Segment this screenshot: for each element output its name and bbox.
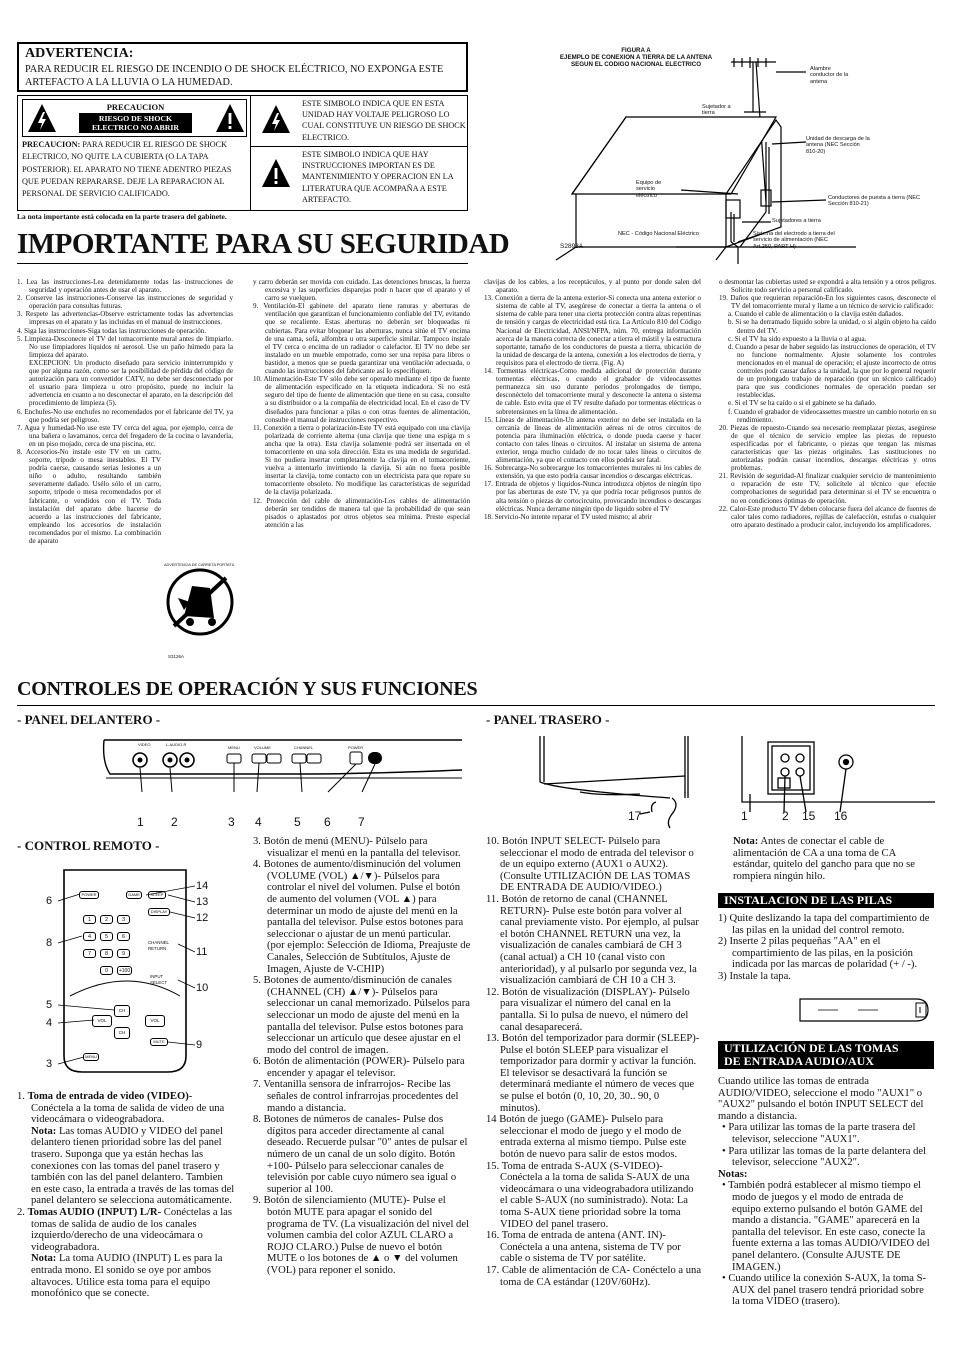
cart-warning-label: ADVERTENCIA DE CARRETA PORTATIL [164, 563, 235, 567]
control-item: 11. Botón de retorno de canal (CHANNEL RETURN)- Pulse este botón para volver al canal previamente visto. Por ejemplo, al pulsar el botón CHANNEL RETURN una vez, la visualización de canales cambiará de CH 3 (canal actual) a CH 10 (canal visto con anterioridad), y al pulsarlo por segunda vez, la visualización cambiará de CH 10 a CH 3. [486, 893, 699, 987]
caution-shock-label: RIESGO DE SHOCK ELECTRICO NO ABRIR [79, 113, 192, 133]
remote-digit-9-button[interactable]: 9 [117, 949, 130, 958]
caution-mid-divider [251, 146, 467, 147]
remote-num-4: 4 [46, 1017, 53, 1029]
control-item: 17. Cable de alimentación de CA- Conéctelo a una toma de CA estándar (120V/60Hz). [486, 1264, 702, 1288]
item-1-head: Toma de entrada de video (VIDEO) [27, 1091, 189, 1102]
remote-num-9: 9 [196, 1039, 203, 1051]
rear-num-1: 1 [741, 809, 748, 823]
rear-num-15: 15 [802, 809, 816, 823]
safety-item: EXCEPCION: Un producto diseñado para servicio ininterrumpido y que por alguna razón, como ser la posibilidad de pérdida del código de autorización para un convertidor CATV, no debe ser desconectado por el usuario para limpieza u otro propósito, puede no incluir la advertencia en cuanto a no desconectar el aparato, en la descripción del procedimiento de limpieza (5). [29, 358, 233, 408]
aux-title-2: DE ENTRADA AUDIO/AUX [724, 1054, 875, 1068]
item-2: 2. Tomas AUDIO (INPUT) L/R- Conéctelas a las tomas de salida de audio de los canales izquierdo/derecho de una videocámara o videograbadora. [17, 1206, 233, 1253]
front-menu-label: MENU [228, 745, 240, 750]
remote-num-13: 13 [196, 896, 209, 908]
caution-header [22, 99, 247, 137]
control-item: 1) Quite deslizando la tapa del compartimiento de las pilas en la unidad del control remoto. [718, 913, 930, 936]
control-item: 12. Botón de visualización (DISPLAY)- Púlselo para visualizar el número del canal en la pantalla. Si lo pulsa de nuevo, el número del canal desaparecerá. [486, 986, 690, 1033]
safety-item: 6. Enchufes-No use enchufes no recomendados por el fabricante del TV, ya que podría ser peligroso. [17, 407, 233, 424]
remote-digit-5-button[interactable]: 5 [100, 932, 113, 941]
safety-item: 21. Revisión de seguridad-Al finalizar cualquier servicio de mantenimiento o reparación de este TV, solicítele al técnico que efectúe comprobaciones de seguridad para determinar si el TV se encuentra o no en condiciones óptimas de operación. [719, 472, 936, 505]
safety-item: 9. Ventilación-El gabinete del aparato tiene ranuras y aberturas de ventilación que garantizan el funcionamiento confiable del TV, evitando que se recaliente. Estas aberturas no deberán ser bloqueadas ni cubiertas. Para evitar bloquear las aberturas, nunca sitúe el TV encima de una cama, sofá, alfombra u otra superficie similar. Tampoco instale el TV cerca o encima de un radiador o calefactor. El TV no debe ser instalado en un mueble empotrado, como ser una repisa para libros o bastidor, a menos que se pueda garantizar una ventilación adecuada, o cuando las instrucciones del fabricante así lo especifiquen. [253, 302, 470, 376]
remote-plus100-button[interactable]: +100 [118, 968, 131, 974]
controls-column-3 [486, 836, 702, 1288]
bullet-text: Para utilizar las tomas de la parte delantera del televisor, seleccione "AUX2". [728, 1145, 927, 1169]
aux-notes [718, 1180, 934, 1308]
safety-item: 3. Respete las advertencias-Observe estrictamente todas las advertencias impresas en el aparato y las incluidas en el manual de instrucciones. [17, 310, 233, 327]
front-num-2: 2 [171, 815, 178, 829]
bullet-icon: • [722, 1180, 729, 1192]
label-sistema: Sistema del electrodo a tierra del servicio de alimentación (NEC Art.250, PART H) [753, 231, 835, 250]
item-1: 1. Toma de entrada de video (VIDEO)- Conéctela a la toma de salida de video de una videocámara o videograbadora. [17, 1091, 225, 1126]
item-2-note-text: La toma AUDIO (INPUT) L es para la entrada mono. El sonido se oye por ambos altavoces. Utilice esta toma para el equipo monofónico que se conecte. [31, 1253, 223, 1300]
control-item: 8. Botones de números de canales- Pulse dos dígitos para acceder directamente al canal deseado. Recuerde pulsar "0" antes de pulsar el número de un canal de un solo dígito. Botón +100- Púlselo para seleccionar canales de televisión por cable cuyo número sea igual o superior al 100. [253, 1114, 468, 1195]
rear-jack-label: ━━ [778, 744, 783, 748]
bullet-item [718, 1122, 934, 1145]
remote-num-5: 5 [46, 999, 53, 1011]
caution-title: PRECAUCION [106, 102, 165, 112]
item-1-note-head: Nota: [31, 1125, 57, 1137]
remote-channel-return-label[interactable]: CHANNEL RETURN [148, 940, 169, 952]
control-item: 15. Toma de entrada S-AUX (S-VIDEO)- Conéctela a la toma de salida S-AUX de una videocámara o una videograbadora utilizando el cable S-AUX (no suministrado). Nota: La toma S-AUX tiene prioridad sobre la toma VIDEO del panel trasero. [486, 1160, 694, 1230]
battery-steps [718, 913, 934, 983]
controls-column-2 [253, 836, 471, 1277]
remote-power-button[interactable]: POWER [79, 891, 99, 899]
label-unidad: Unidad de descarga de la antena (NEC Sección 810-20) [806, 136, 870, 155]
rear-num-16: 16 [834, 809, 848, 823]
lightning-warning-icon [27, 103, 57, 133]
rear-panel-label: - PANEL TRASERO - [486, 712, 610, 727]
label-equipo: Equipo de servicio eléctrico [636, 180, 662, 199]
front-num-4: 4 [255, 815, 262, 829]
bullet-icon: • [722, 1122, 729, 1134]
remote-digit-1-button[interactable]: 1 [83, 915, 96, 924]
safety-item: 16. Sobrecarga-No sobrecargue los tomacorrientes murales ni los cables de extensión, ya que esto podría causar incendios o descargas eléctricas. [484, 464, 701, 481]
label-nec: NEC - Código Nacional Eléctrico [618, 231, 699, 237]
control-item: 3) Instale la tapa. [718, 970, 791, 982]
safety-item: 17. Entrada de objetos y líquidos-Nunca introduzca objetos de ningún tipo por las aberturas de este TV, ya que podría tocar peligrosos puntos de alta tensión o piezas de cortocircuito, provocando incendios o descargas eléctricas. Nunca derrame ningún tipo de líquido sobre el TV [484, 480, 701, 513]
aux-bullets [718, 1122, 934, 1168]
safety-item: f. Cuando el grabador de videocassettes muestre un cambio notorio en su rendimiento. [728, 407, 936, 424]
safety-item: 5. Limpieza-Desconecte el TV del tomacorriente mural antes de limpiarlo. No use limpiadores líquidos ni aerosol. Use un paño húmedo para la limpieza del aparato. [17, 334, 233, 359]
cart-warning [164, 562, 236, 660]
remote-input-select-label[interactable]: INPUT SELECT [150, 974, 168, 986]
aux-notes-head: Notas: [718, 1168, 748, 1180]
front-num-6: 6 [324, 815, 331, 829]
safety-item: 22. Calor-Este producto TV deben colocarse fuera del alcance de fuentes de calor tales como radiadores, rejillas de calefacción, estufas o cualquier otro aparato destinado a producir calor, incluyendo los amplificadores. [719, 504, 936, 529]
remote-digit-6-button[interactable]: 6 [117, 932, 130, 941]
remote-digit-8-button[interactable]: 8 [100, 949, 113, 958]
remote-ch-up-button[interactable]: CH [114, 1005, 130, 1017]
front-channel-label: CHANNEL [294, 745, 314, 750]
item-1-note [31, 1126, 235, 1207]
bullet-item [718, 1180, 934, 1273]
symbol2-text: ESTE SIMBOLO INDICA QUE HAY INSTRUCCIONES IMPORTAN ES DE MANTENIMIENTO Y OPERACION EN LA LITERATURA QUE ACOMPAÑA A ESTE ARTEFACTO. [302, 150, 454, 204]
aux-intro: Cuando utilice las tomas de entrada AUDIO/VIDEO, seleccione el modo "AUX1" o "AUX2" pulsando el botón INPUT SELECT del mando a distancia. [718, 1076, 924, 1122]
remote-num-6: 6 [46, 895, 53, 907]
control-item: 7. Ventanilla sensora de infrarrojos- Recibe las señales de control infrarrojas procedentes del mando a distancia. [253, 1079, 459, 1114]
front-num-7: 7 [358, 815, 365, 829]
bullet-item [718, 1146, 934, 1169]
front-num-3: 3 [228, 815, 235, 829]
rear-note-head: Nota: [733, 836, 759, 847]
front-laudio-label: L-AUDIO-R [166, 742, 187, 747]
rear-panel-left [520, 732, 692, 832]
warning-title: ADVERTENCIA: [25, 46, 134, 61]
rear-note [733, 836, 933, 882]
safety-item: 8. Accesorios-No instale este TV en un carro, soporte, trípode o mesa inestables. El TV podría caerse, causando serias lesiones a un niño o adulto, resultando también severamente dañado. Usélo sólo el un carro, soporte, trípode o mesa recomendados por el fabricante, o vendidos con el TV. Toda instalación del aparato debe hacerse de acuerdo a las instrucciones del fabricante, empleando los accesorios de instalación recomendados por el mismo. La combinación de aparato [17, 447, 161, 545]
safety-item: 12. Protección del cable de alimentación-Los cables de alimentación deberán ser tendidos de manera tal que la probabilidad de que sean pisados o aplastados por otros objetos sea mínima. Preste especial atención a las [253, 496, 470, 529]
aux-section [718, 1076, 934, 1308]
remote-vol-down-button[interactable]: VOL [92, 1015, 112, 1027]
remote-leader-lines [56, 880, 198, 1070]
control-item: 16. Toma de entrada de antena (ANT. IN)- Conéctela a una antena, sistema de TV por cable o sistema de TV por satélite. [486, 1230, 681, 1265]
safety-item: clavijas de los cables, a los receptáculos, y al punto por donde salen del aparato. [484, 278, 701, 295]
safety-item: d. Cuando a pesar de haber seguido las instrucciones de operación, el TV no funcione normalmente. Ajuste solamente los controles mencionados en el manual de operación; el ajuste incorrecto de otros controles podr causar daños a la unidad, la que por lo general requerir de un prolongado trabajo de reparación (por un técnico calificado) para que sus condiciones normales de operación puedan ser restablecidas. [728, 342, 936, 400]
label-conductores: Conductores de puesta a tierra (NEC Sección 810-21) [828, 195, 921, 208]
safety-column-1 [17, 278, 233, 545]
item-1-text: - Conéctela a la toma de salida de video de una videocámara o videograbadora. [31, 1091, 225, 1126]
safety-item: b. Si se ha derramado líquido sobre la unidad, o si algún objeto ha caído dentro del TV. [728, 318, 936, 335]
front-panel-outline [102, 732, 472, 812]
control-item: 3. Botón de menú (MENU)- Púlselo para visualizar el menú en la pantalla del televisor. [253, 836, 461, 859]
control-item: 4. Botones de aumento/disminución del volumen (VOLUME (VOL) ▲/▼)- Púlselos para controlar el nivel del volumen. Pulse el botón de aumento del volumen (VOL ▲) para determinar un modo de ajuste del menú en la pantalla del televisor. Pulse estos botones para seleccionar o ajustar de un menú particular. (por ejemplo: Selección de Idioma, Preajuste de Canales, Selección de Subtítulos, Ajuste de Imagen, Ajuste de V-CHIP) [253, 859, 471, 975]
remote-num-14: 14 [196, 880, 209, 892]
remote-digit-7-button[interactable]: 7 [83, 949, 96, 958]
caution-note: La nota importante está colocada en la parte trasera del gabinete. [17, 212, 227, 221]
safety-column-4 [719, 278, 936, 529]
remote-menu-button[interactable]: MENU [83, 1053, 99, 1061]
control-item: 5. Botones de aumento/disminución de canales (CHANNEL (CH) ▲/▼)- Púlselos para seleccionar un canal memorizado. Púlselos para seleccionar un modo de ajuste del menú en la pantalla del televisor. Pulse estos botones para seleccionar un artículo que desee ajustar en el modo del control de imagen. [253, 975, 470, 1056]
lightning-symbol-icon [261, 104, 291, 134]
bullet-icon: • [722, 1145, 729, 1157]
warning-box [17, 42, 468, 92]
remote-vol-up-button[interactable]: VOL [145, 1015, 165, 1027]
cart-warning-icon [166, 568, 234, 636]
front-video-label: VIDEO [138, 742, 151, 747]
label-alambre: Alambre conductor de la antena [810, 66, 849, 85]
figure-a-label: FIGURA A [621, 47, 651, 54]
remote-num-10: 10 [196, 982, 209, 994]
caution-text [22, 139, 248, 200]
label-sujetador: Sujetador a tierra [702, 104, 731, 117]
safety-title-rule [17, 263, 468, 264]
exclamation-warning-icon [215, 103, 245, 133]
safety-item: a. Cuando el cable de alimentación o la clavija estén dañados. [728, 310, 904, 319]
caution-lead: PRECAUCION: [22, 140, 81, 149]
remote-digit-3-button[interactable]: 3 [117, 915, 130, 924]
rear-num-17: 17 [628, 809, 642, 823]
figure-code: S2898A [560, 243, 584, 250]
remote-num-8: 8 [46, 937, 53, 949]
front-num-1: 1 [137, 815, 144, 829]
exclamation-symbol-icon [261, 158, 291, 188]
caution-body: PARA REDUCIR EL RIESGO DE SHOCK ELECTRICO, NO QUITE LA CUBIERTA (O LA TAPA POSTERIOR). EL APARATO NO TIENE ADENTRO PIEZAS QUE PUEDAN REPARARSE. DEJE LA REPARACION AL PERSONAL DE SERVICIO CALIFICADO. [22, 140, 232, 199]
safety-item: y carro deberán ser movida con cuidado. Las detenciones bruscas, la fuerza excesiva y las superficies disparejas podr n hacer que el aparato y el carro se vuelquen. [253, 278, 470, 303]
safety-item: o desmontar las cubiertas usted se expondrá a alta tensión y a otros peligros. Solicite todo servicio a personal calificado. [719, 278, 936, 295]
bullet-item [718, 1273, 934, 1308]
figure-a-subtitle2: SEGUN EL CODIGO NACIONAL ELECTRICO [570, 61, 702, 68]
bullet-icon: • [722, 1273, 729, 1285]
front-panel [102, 732, 472, 812]
safety-item: 18. Servicio-No intente reparar el TV usted mismo; al abrir [484, 512, 652, 521]
aux-title-1: UTILIZACIÓN DE LAS TOMAS [724, 1041, 899, 1055]
safety-title: IMPORTANTE PARA SU SEGURIDAD [17, 228, 510, 260]
safety-item: 13. Conexión a tierra de la antena exterior-Si conecta una antena exterior o sistema de cable al TV, asegúrese de conectar a tierra la antena o el sistema de cable para tener una cierta protección contra alzas repentinas de tensión y cargas de electricidad está tica. La Artículo 810 del Código Nacional de Electricidad, ANSI/NFPA, núm. 70, entrega información acerca de la manera correcta de conectar a tierra el mástil y la estructura soportante, tamaño de los conductores de puesta a tierra, ubicación de la unidad de descarga de la antena, conexión a los electrodos de tierra, y requisitos para el electrodo de tierra. (Fig. A) [484, 294, 701, 367]
control-item: 13. Botón del temporizador para dormir (SLEEP)- Pulse el botón SLEEP para visualizar el temporizador para dormir y activar la función. El televisor se desactivará la función se determinará mediante el número de veces que se pulse el botón (0, 10, 20, 30.. 90, 0 minutos). [486, 1033, 700, 1114]
figure-a [476, 42, 938, 264]
remote-sleep-button[interactable]: SLEEP [148, 891, 166, 899]
safety-item: 14. Tormentas eléctricas-Como medida adicional de protección durante tormentas eléctricas, o cuando el grabador de videocassettes permanezca sin uso durante períodos prolongados de tiempo, desconéctelo del tomacorriente mural y desconecte la antena o sistema de cable. Esto evita que el TV resulte dañado por tormentas eléctricas o sobretensiones en la línea de alimentación. [484, 367, 701, 416]
aux-title [718, 1041, 934, 1069]
caution-box [17, 95, 468, 211]
controls-column-1 [17, 1091, 235, 1300]
bullet-text: También podrá establecer al mismo tiempo el modo de juegos y el modo de entrada de equipo externo pulsando el botón GAME del mando a distancia. "GAME" aparecerá en la pantalla del televisor. En este caso, conecte la fuente externa a las tomas AUDIO/VIDEO del panel delantero. (Consulte AJUSTE DE IMAGEN.) [728, 1180, 930, 1273]
control-item: 2) Inserte 2 pilas pequeñas "AA" en el compartimiento de las pilas, en la posición indicada por las marcas de polaridad (+ / -). [718, 936, 918, 971]
remote-num-12: 12 [196, 912, 209, 924]
controls-title-rule [17, 705, 935, 706]
remote-num-11: 11 [196, 946, 208, 958]
control-item: 14 Botón de juego (GAME)- Pulselo para seleccionar el modo de juego y el modo de entrada externa al mismo tiempo. Pulse este botón de nuevo para salir de estos modos. [486, 1114, 687, 1161]
control-item: 9. Botón de silenciamiento (MUTE)- Pulse el botón MUTE para apagar el sonido del programa de TV. (La visualización del nivel del volumen cambia del color AZUL CLARO a ROJO CLARO.) Pulse de nuevo el botón MUTE o los botones de ▲ o ▼ del volumen (VOL) para reponer el sonido. [253, 1195, 469, 1276]
remote-digit-4-button[interactable]: 4 [83, 932, 96, 941]
remote-display-button[interactable]: DISPLAY [148, 908, 170, 916]
safety-item: 1. Lea las instrucciones-Lea detenidamente todas las instrucciones de seguridad y operación antes de usar el aparato. [17, 278, 233, 295]
bullet-text: Cuando utilice la conexión S-AUX, la toma S-AUX del panel trasero tendrá prioridad sobre la toma VIDEO (trasero). [728, 1273, 927, 1308]
safety-item: 4. Siga las instrucciones-Siga todas las instrucciones de operación. [17, 326, 207, 335]
remote-ch-down-button[interactable]: CH [114, 1027, 130, 1039]
item-2-text: Conéctelas a las tomas de salida de audio de los canales izquierdo/derecho de una videocámara o videograbadora. [31, 1206, 233, 1253]
remote-digit-2-button[interactable]: 2 [100, 915, 113, 924]
safety-column-3 [484, 278, 701, 521]
safety-item: 19. Daños que requieran reparación-En los siguientes casos, desconecte el TV del tomacorriente mural y llame a un técnico de servicio calificado: [719, 294, 936, 311]
cart-code: S3126A [168, 654, 185, 659]
rear-note-text: Antes de conectar el cable de alimentación de CA a una toma de CA estándar, quitelo del gancho para que no se rompiera ningún hilo. [733, 836, 915, 882]
safety-item: 20. Piezas de repuesto-Cuando sea necesario reemplazar piezas, asegúrese de que el técnico de servicio emplee las piezas de repuesto especificadas por el fabricante, o piezas que tengan las mismas características que las piezas originales. Las sustituciones no autorizadas podrán causar incendios, descargas eléctricas y otros problemas. [719, 423, 936, 473]
safety-item: 10. Alimentación-Este TV sólo debe ser operado mediante el tipo de fuente de alimentación especificado en la etiqueta indicadora. Si no está seguro del tipo de fuente de alimentación que tiene en su casa, consulte a su distribuidor o a la compañía de electricidad local. En el caso de TV diseñados para funcionar a pilas o con otras fuentes de alimentación, consulte el manual de instrucciones respectivo. [253, 375, 470, 424]
remote-digit-0-button[interactable]: 0 [100, 966, 113, 975]
safety-item: 15. Líneas de alimentación-Un antena exterior no debe ser instalada en la cercanía de líneas de alimentación aéreas ni de otros circuitos de potencia para iluminación eléctrica, o donde pueda caerse y hacer contacto con tales líneas o circuitos. Al instalar un sistema de antena exterior, tenga mucho cuidado de no tocar tales líneas o circuitos de alimentación, ya que el contacto con ellos podría ser fatal. [484, 415, 701, 465]
symbol1-text: ESTE SIMBOLO INDICA QUE EN ESTA UNIDAD HAY VOLTAJE PELIGROSO LO CUAL CONSTITUYE UN RIESGO DE SHOCK ELECTRICO. [302, 99, 466, 142]
battery-remote-icon [798, 995, 938, 1025]
bullet-text: Para utilizar las tomas de la parte trasera del televisor, seleccione "AUX1". [728, 1122, 916, 1145]
control-item: 10. Botón INPUT SELECT- Púlselo para seleccionar el modo de entrada del televisor o de un equipo externo (AUX1 o AUX2). (Consulte UTILIZACIÓN DE LAS TOMAS DE ENTRADA DE AUDIO/VIDEO.) [486, 836, 694, 894]
item-1-note-text: Las tomas AUDIO y VIDEO del panel delantero tienen prioridad sobre las del panel trasero. Suponga que ya están hechas las conexiones con las tomas del panel trasero y también con las del panel delantero. Tambien en este caso, la entrada a través de las tomas del panel delantero se selecciona automáticamente. [31, 1125, 235, 1207]
remote-num-3: 3 [46, 1058, 53, 1070]
controls-title: CONTROLES DE OPERACIÓN Y SUS FUNCIONES [17, 678, 478, 700]
remote-game-button[interactable]: GAME [126, 891, 142, 899]
remote-mute-button[interactable]: MUTE [150, 1038, 168, 1046]
front-volume-label: VOLUME [254, 745, 271, 750]
label-sujetadores: Sujetadores a tierra [772, 218, 821, 224]
item-2-note [31, 1253, 235, 1299]
front-num-5: 5 [294, 815, 301, 829]
remote-label: - CONTROL REMOTO - [17, 838, 160, 853]
battery-title: INSTALACION DE LAS PILAS [718, 893, 934, 908]
item-2-head: Tomas AUDIO (INPUT) L/R- [27, 1206, 162, 1218]
safety-item: e. Si el TV se ha caído o si el gabinete se ha dañado. [728, 399, 877, 408]
safety-item: 2. Conserve las instrucciones-Conserve las instrucciones de seguridad y operación para consultas futuras. [17, 294, 233, 311]
front-power-label: POWER [348, 745, 364, 750]
rear-num-2: 2 [782, 809, 789, 823]
safety-item: c. Si el TV ha sido expuesto a la lluvia o al agua. [728, 334, 867, 343]
item-2-note-head: Nota: [31, 1253, 57, 1265]
figure-a-subtitle1: EJEMPLO DE CONEXION A TIERRA DE LA ANTENA [559, 54, 713, 61]
safety-item: 11. Conexión a tierra o polarización-Este TV está equipado con una clavija polarizada de corriente alterna (una clavija que tiene una espiga m s ancha que la otra). Esta clavija solamente podrá ser insertada en el tomacorriente en una sola dirección. Esta es una medida de seguridad. Si no pudiera insertar completamente la clavija en el tomacorriente, vuelva a intentarlo invirtiendo la clavija. Si aún no fuera posible insertar la clavija, tome contacto con un electricista para que repare su tomacorriente obsoleto. No modifique las características de seguridad de la clavija polarizada. [253, 423, 470, 497]
warning-text: PARA REDUCIR EL RIESGO DE INCENDIO O DE SHOCK ELÉCTRICO, NO EXPONGA ESTE ARTEFACTO A LA LLUVIA O LA HUMEDAD. [25, 64, 444, 88]
safety-item: 7. Agua y humedad-No use este TV cerca del agua, por ejemplo, cerca de una bañera o lavamanos, cerca del fregadero de la cocina o lavandería, en un piso mojado, cerca de una piscina, etc. [17, 423, 233, 448]
safety-column-2 [253, 278, 470, 529]
front-panel-label: - PANEL DELANTERO - [17, 712, 161, 727]
control-item: 6. Botón de alimentación (POWER)- Púlselo para encender y apagar el televisor. [253, 1056, 465, 1079]
